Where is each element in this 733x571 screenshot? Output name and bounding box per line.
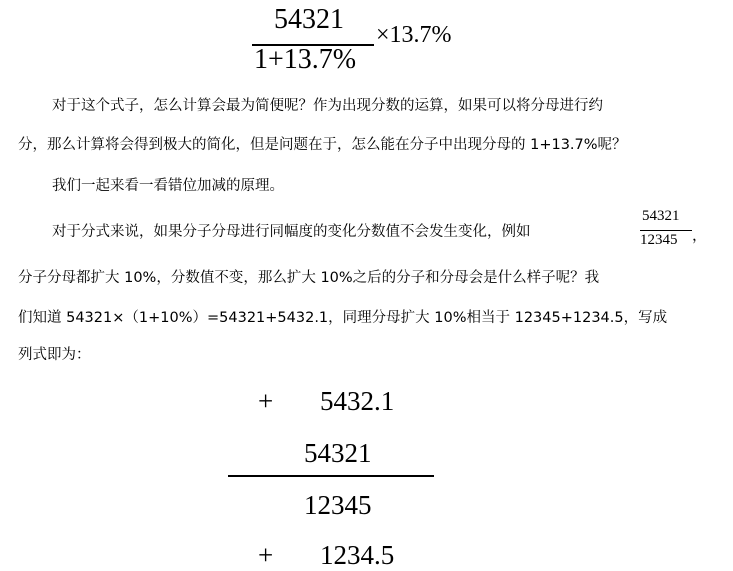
paragraph-3-line-2: 分子分母都扩大 10%，分数值不变，那么扩大 10%之后的分子和分母会是什么样子呢？我 xyxy=(18,270,600,286)
paragraph-3-line-3: 们知道 54321×（1+10%）=54321+5432.1，同理分母扩大 10%相当于 12345+1234.5，写成 xyxy=(18,310,668,326)
column-numerator: 54321 xyxy=(304,438,372,468)
formula-multiplier: ×13.7% xyxy=(376,22,452,48)
inline-fraction-bar xyxy=(640,230,692,231)
column-bottom-plus: + xyxy=(258,540,274,570)
paragraph-3-line-4: 列式即为： xyxy=(18,347,91,363)
paragraph-1-line-1: 对于这个式子，怎么计算会最为简便呢？作为出现分数的运算，如果可以将分母进行约 xyxy=(52,98,603,114)
column-top-plus: + xyxy=(258,386,274,416)
paragraph-1-line-2: 分，那么计算将会得到极大的简化，但是问题在于，怎么能在分子中出现分母的 1+13.7%呢？ xyxy=(18,137,627,153)
column-fraction-bar xyxy=(228,475,434,477)
column-denominator: 12345 xyxy=(304,490,372,520)
top-formula xyxy=(252,0,492,80)
column-top-value: 5432.1 xyxy=(320,386,395,416)
formula-numerator: 54321 xyxy=(274,4,344,35)
inline-fraction-comma: ， xyxy=(692,228,708,244)
formula-denominator: 1+13.7% xyxy=(254,44,357,75)
inline-fraction-denominator: 12345 xyxy=(640,232,678,248)
column-bottom-value: 1234.5 xyxy=(320,540,395,570)
paragraph-3-line-1: 对于分式来说，如果分子分母进行同幅度的变化分数值不会发生变化，例如 xyxy=(52,224,531,240)
inline-fraction xyxy=(638,208,708,254)
paragraph-2: 我们一起来看一看错位加减的原理。 xyxy=(52,178,284,194)
inline-fraction-numerator: 54321 xyxy=(642,208,680,224)
